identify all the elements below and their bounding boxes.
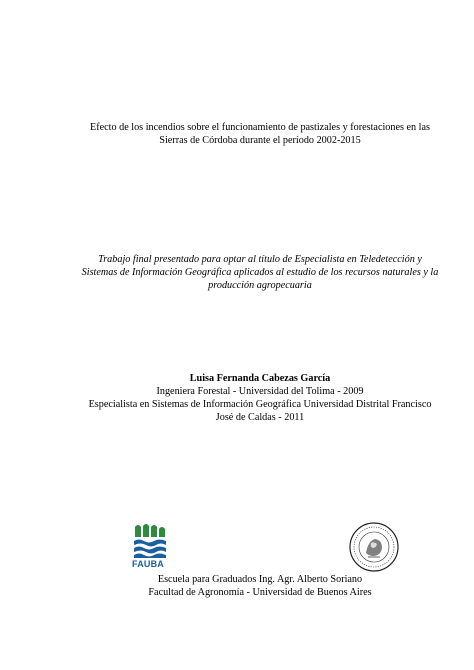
document-subtitle <box>60 253 460 292</box>
title-line-1: Efecto de los incendios sobre el funcionamiento de pastizales y forestaciones en las <box>89 122 431 133</box>
subtitle-line-1: Trabajo final presentado para optar al título de Especialista en Teledetección y <box>98 254 422 265</box>
title-line-2: Sierras de Córdoba durante el período 2002-2015 <box>159 135 361 146</box>
author-info <box>60 372 460 424</box>
uba-seal-icon <box>348 521 400 573</box>
institution-line-1: Escuela para Graduados Ing. Agr. Alberto Soriano <box>157 574 363 585</box>
institution-info <box>60 573 460 599</box>
fauba-logo-icon <box>132 523 168 571</box>
author-degree-2-line-1: Especialista en Sistemas de Información Geográfica Universidad Distrital Francisco <box>88 399 432 410</box>
subtitle-line-3: producción agropecuaria <box>208 280 312 291</box>
fauba-logo-text: FAUBA <box>132 559 164 569</box>
author-degree-1: Ingeniera Forestal - Universidad del Tolima - 2009 <box>156 386 364 397</box>
author-name: Luisa Fernanda Cabezas García <box>189 373 331 384</box>
subtitle-line-2: Sistemas de Información Geográfica aplicados al estudio de los recursos naturales y la <box>81 267 439 278</box>
document-title <box>60 121 460 147</box>
institution-line-2: Facultad de Agronomía - Universidad de Buenos Aires <box>148 587 372 598</box>
author-degree-2-line-2: José de Caldas - 2011 <box>215 412 305 423</box>
